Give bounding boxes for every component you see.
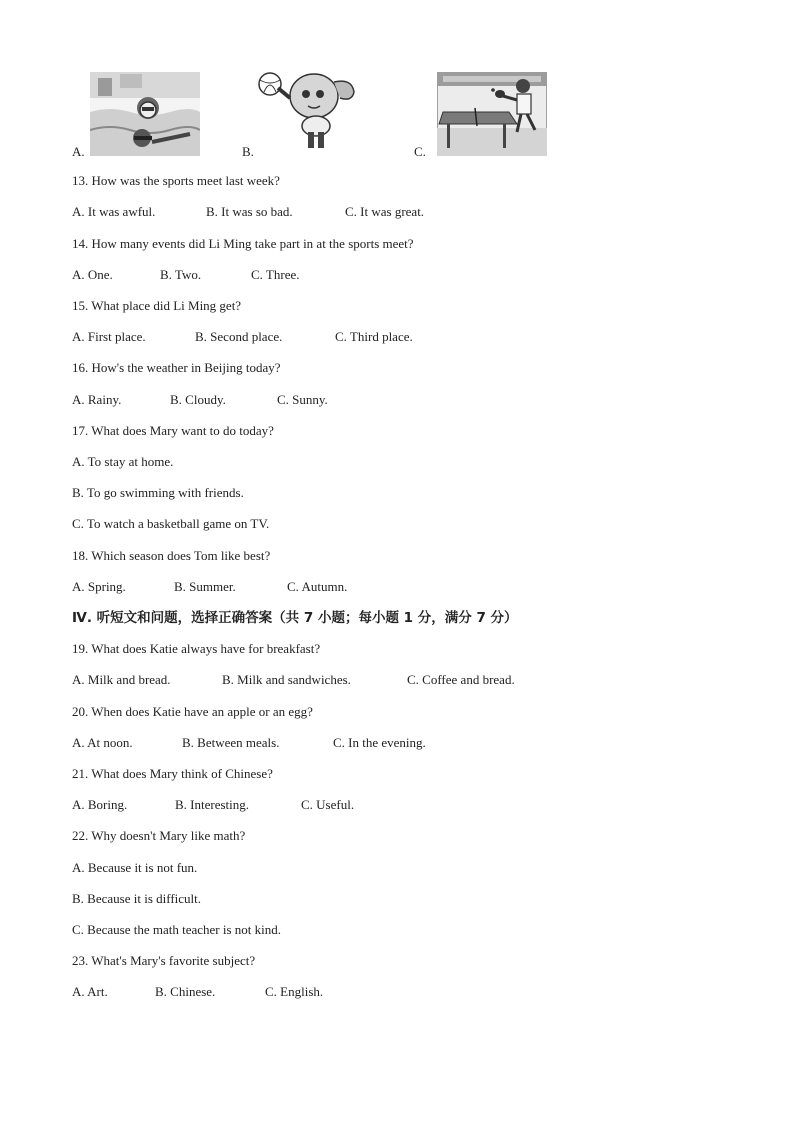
option-b: B. Chinese. — [155, 984, 216, 999]
option-a: A. To stay at home. — [72, 454, 174, 469]
question-16: 16. How's the weather in Beijing today? — [72, 360, 281, 375]
option-b: B. Summer. — [174, 579, 236, 594]
option-b: B. Cloudy. — [170, 392, 226, 407]
option-c: C. Useful. — [301, 797, 355, 812]
option-a: A. First place. — [72, 329, 146, 344]
option-c: C. English. — [265, 984, 324, 999]
section-iv-heading: Ⅳ. 听短文和问题，选择正确答案（共 7 小题；每小题 1 分，满分 7 分） — [72, 610, 518, 626]
option-c: C. Because the math teacher is not kind. — [72, 922, 282, 937]
option-b: B. Second place. — [195, 329, 283, 344]
ping-pong-picture — [437, 72, 547, 156]
option-b: B. Because it is difficult. — [72, 891, 202, 906]
option-c: C. Sunny. — [277, 392, 328, 407]
option-b: B. Interesting. — [175, 797, 250, 812]
option-b: B. It was so bad. — [206, 204, 293, 219]
question-19: 19. What does Katie always have for breakfast? — [72, 641, 321, 656]
option-c: C. Autumn. — [287, 579, 348, 594]
option-b: B. Between meals. — [182, 735, 280, 750]
option-c: C. Coffee and bread. — [407, 672, 515, 687]
question-14: 14. How many events did Li Ming take part in at the sports meet? — [72, 236, 414, 251]
picture-c-label: C. — [414, 144, 426, 159]
option-a: A. Boring. — [72, 797, 128, 812]
question-22: 22. Why doesn't Mary like math? — [72, 828, 246, 843]
option-a: A. Rainy. — [72, 392, 122, 407]
picture-a-label: A. — [72, 144, 85, 159]
option-b: B. To go swimming with friends. — [72, 485, 244, 500]
option-b: B. Milk and sandwiches. — [222, 672, 351, 687]
option-a: A. At noon. — [72, 735, 133, 750]
option-a: A. Milk and bread. — [72, 672, 171, 687]
option-a: A. Art. — [72, 984, 108, 999]
picture-b-label: B. — [242, 144, 254, 159]
option-c: C. Third place. — [335, 329, 413, 344]
option-c: C. It was great. — [345, 204, 425, 219]
question-23: 23. What's Mary's favorite subject? — [72, 953, 256, 968]
volleyball-picture — [256, 68, 360, 152]
option-a: A. Spring. — [72, 579, 126, 594]
question-21: 21. What does Mary think of Chinese? — [72, 766, 273, 781]
question-18: 18. Which season does Tom like best? — [72, 548, 271, 563]
question-17: 17. What does Mary want to do today? — [72, 423, 274, 438]
option-c: C. To watch a basketball game on TV. — [72, 516, 270, 531]
option-b: B. Two. — [160, 267, 202, 282]
option-c: C. Three. — [251, 267, 300, 282]
option-a: A. It was awful. — [72, 204, 156, 219]
option-c: C. In the evening. — [333, 735, 426, 750]
question-13: 13. How was the sports meet last week? — [72, 173, 280, 188]
option-a: A. One. — [72, 267, 113, 282]
option-a: A. Because it is not fun. — [72, 860, 198, 875]
question-20: 20. When does Katie have an apple or an egg? — [72, 704, 313, 719]
swimming-picture — [90, 72, 200, 156]
question-15: 15. What place did Li Ming get? — [72, 298, 242, 313]
